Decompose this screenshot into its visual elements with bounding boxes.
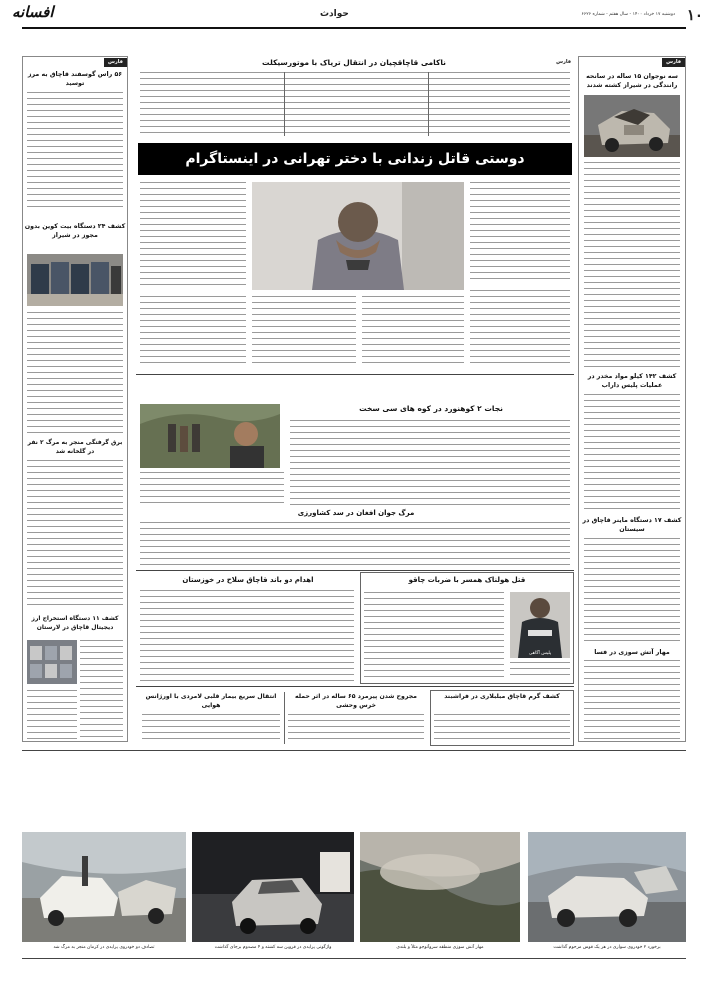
bottom-headline-2: مجروح شدن پیرمرد ۶۵ ساله در اثر حمله خرس وحشی xyxy=(295,693,417,709)
bottom-headline-1: انتقال سریع بیمار قلبی لامردی با اورژانس هوایی xyxy=(145,693,277,709)
section-title: حوادث xyxy=(320,9,349,19)
main-headline: دوستی قاتل زندانی با دختر تهرانی در اینستاگرام xyxy=(185,151,525,167)
photo-crash-1 xyxy=(528,832,686,942)
top-headline: ناکامی قاچاقچیان در انتقال تریاک با موتورسیکلت xyxy=(262,58,446,67)
page-number: ۱۰ xyxy=(686,6,703,24)
right-head-3: کشف ۱۷ دستگاه ماینر قاچاق در سیستان xyxy=(582,517,682,533)
section-rule xyxy=(136,374,574,375)
left-text-5 xyxy=(27,690,77,740)
arms-story-text xyxy=(140,590,354,682)
prisoner-image xyxy=(252,182,464,290)
mid-headline: نجات ۲ کوهنورد در کوه های سی سخت xyxy=(359,404,503,413)
murder-story-text xyxy=(364,592,504,680)
main-story-col-5 xyxy=(252,296,356,366)
crypto-miners-photo xyxy=(27,640,77,684)
miners-image xyxy=(27,254,123,306)
photo-strip-rule xyxy=(22,750,686,751)
arms-headline: اهدام دو باند قاچاق سلاح در خوزستان xyxy=(182,576,314,584)
bottom-text-3 xyxy=(434,714,570,744)
bottom-headline-3: کشف گرم قاچاق مبلبلاری در فراشبند xyxy=(444,693,560,700)
left-text-3 xyxy=(27,460,123,610)
photo-crash-2 xyxy=(192,832,354,942)
police-image xyxy=(510,592,570,658)
main-story-col-4 xyxy=(362,296,464,366)
death-story-text xyxy=(140,522,570,566)
right-text-1 xyxy=(584,162,680,370)
divider xyxy=(428,72,429,136)
right-text-4 xyxy=(584,660,680,740)
crash-image-3 xyxy=(22,832,186,942)
main-story-col-3 xyxy=(470,290,570,366)
main-story-col-1 xyxy=(470,182,570,282)
caption-2: مهار آتش سوزی منطقه سروآتوجو مثلاً و بلندی xyxy=(396,945,484,950)
newspaper-logo: افسانه xyxy=(12,3,54,21)
photo-fire xyxy=(360,832,520,942)
right-text-3 xyxy=(584,538,680,646)
left-head-1: ۵۶ راس گوسفند قاچاق به مرز توسید xyxy=(27,71,123,87)
rescue-photo xyxy=(140,404,280,468)
left-text-1 xyxy=(27,92,123,212)
right-head-4: مهار آتش سوزی در فسا xyxy=(594,649,670,656)
left-head-2: کشف ۲۴ دستگاه بیت کوین بدون مجوز در شیراز xyxy=(24,223,126,239)
section-rule xyxy=(136,570,574,571)
police-photo xyxy=(510,592,570,658)
footer-rule xyxy=(22,958,686,959)
crash-image-1 xyxy=(528,832,686,942)
left-column-tag: فارس xyxy=(104,58,127,67)
top-story-text xyxy=(140,72,570,136)
murder-headline: قتل هولناک همسر با ضربات چاقو xyxy=(408,576,526,584)
caption-1: برخورد ۲ خودروی سواری در هر یک قوس مرحوم گذاشت xyxy=(553,945,661,950)
prisoner-photo xyxy=(252,182,464,290)
crash-image-2 xyxy=(192,832,354,942)
caption-4: تصادف دو خودروی پرایدی در کرمان منجر به مرگ شد xyxy=(53,945,155,950)
main-story-col-6 xyxy=(140,296,246,366)
police-photo-label: پلیس آگاهی xyxy=(528,651,552,656)
accident-image xyxy=(584,95,680,157)
main-story-col-2 xyxy=(140,182,246,290)
photo-crash-3 xyxy=(22,832,186,942)
miners-image-2 xyxy=(27,640,77,684)
divider xyxy=(284,72,285,136)
left-text-2 xyxy=(27,312,123,434)
death-headline: مرگ جوان افغان در سد کشاورزی xyxy=(297,509,415,517)
caption-3: واژگونی پرایدی در قزوین سه کشته و ۴ مصدوم برجای گذاشت xyxy=(214,945,332,950)
header-rule xyxy=(22,27,686,29)
left-head-4: کشف ۱۱ دستگاه استخراج ارز دیجیتال قاچاق در لارستان xyxy=(31,615,119,631)
bottom-text-1 xyxy=(142,714,280,744)
divider xyxy=(284,692,285,744)
left-head-3: برق گرفتگی منجر به مرگ ۲ نفر در گلخانه شد xyxy=(27,439,123,455)
mid-story-text xyxy=(290,420,570,508)
center-top-tag: فارس xyxy=(552,58,575,67)
section-rule xyxy=(136,686,574,687)
murder-story-text-2 xyxy=(510,662,570,680)
bitcoin-miners-photo xyxy=(27,254,123,306)
right-column-tag: فارس xyxy=(662,58,685,67)
date-line: دوشنبه ۱۷ خرداد ۱۴۰۰ - سال هفتم - شماره ۶۶۲۶ xyxy=(581,12,675,17)
mid-story-text-2 xyxy=(140,472,284,508)
left-text-4 xyxy=(80,640,123,740)
right-head-2: کشف ۱۴۲ کیلو مواد مخدر در عملیات پلیس داراب xyxy=(587,373,677,389)
bottom-text-2 xyxy=(288,714,424,744)
fire-image xyxy=(360,832,520,942)
right-text-2 xyxy=(584,394,680,512)
right-accident-photo xyxy=(584,95,680,157)
right-head-1: سه نوجوان ۱۵ ساله در سانحه رانندگی در شیراز کشته شدند xyxy=(586,73,678,89)
rescue-image xyxy=(140,404,280,468)
